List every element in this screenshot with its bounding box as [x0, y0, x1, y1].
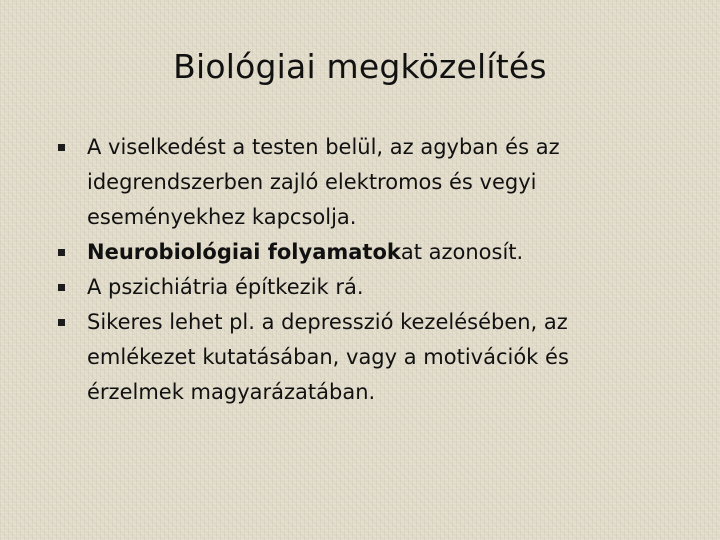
square-bullet-icon — [58, 284, 65, 291]
slide-title: Biológiai megközelítés — [173, 47, 547, 86]
bullet-text: A pszichiátria építkezik rá. — [87, 275, 364, 299]
square-bullet-icon — [58, 144, 65, 151]
bullet-item — [56, 130, 646, 235]
bullet-list — [56, 130, 646, 410]
bullet-text: A viselkedést a testen belül, az agyban és az idegrendszerben zajló elektromos és vegyi eseményekhez kapcsolja. — [87, 135, 560, 229]
bullet-bold-text: Neurobiológiai folyamatok — [87, 240, 401, 264]
bullet-item — [56, 305, 646, 410]
bullet-item — [56, 270, 646, 305]
bullet-item — [56, 235, 646, 270]
bullet-text: Sikeres lehet pl. a depresszió kezelésében, az emlékezet kutatásában, vagy a motivációk és érzelmek magyarázatában. — [87, 310, 569, 404]
square-bullet-icon — [58, 319, 65, 326]
bullet-text: at azonosít. — [400, 240, 524, 264]
square-bullet-icon — [58, 249, 65, 256]
